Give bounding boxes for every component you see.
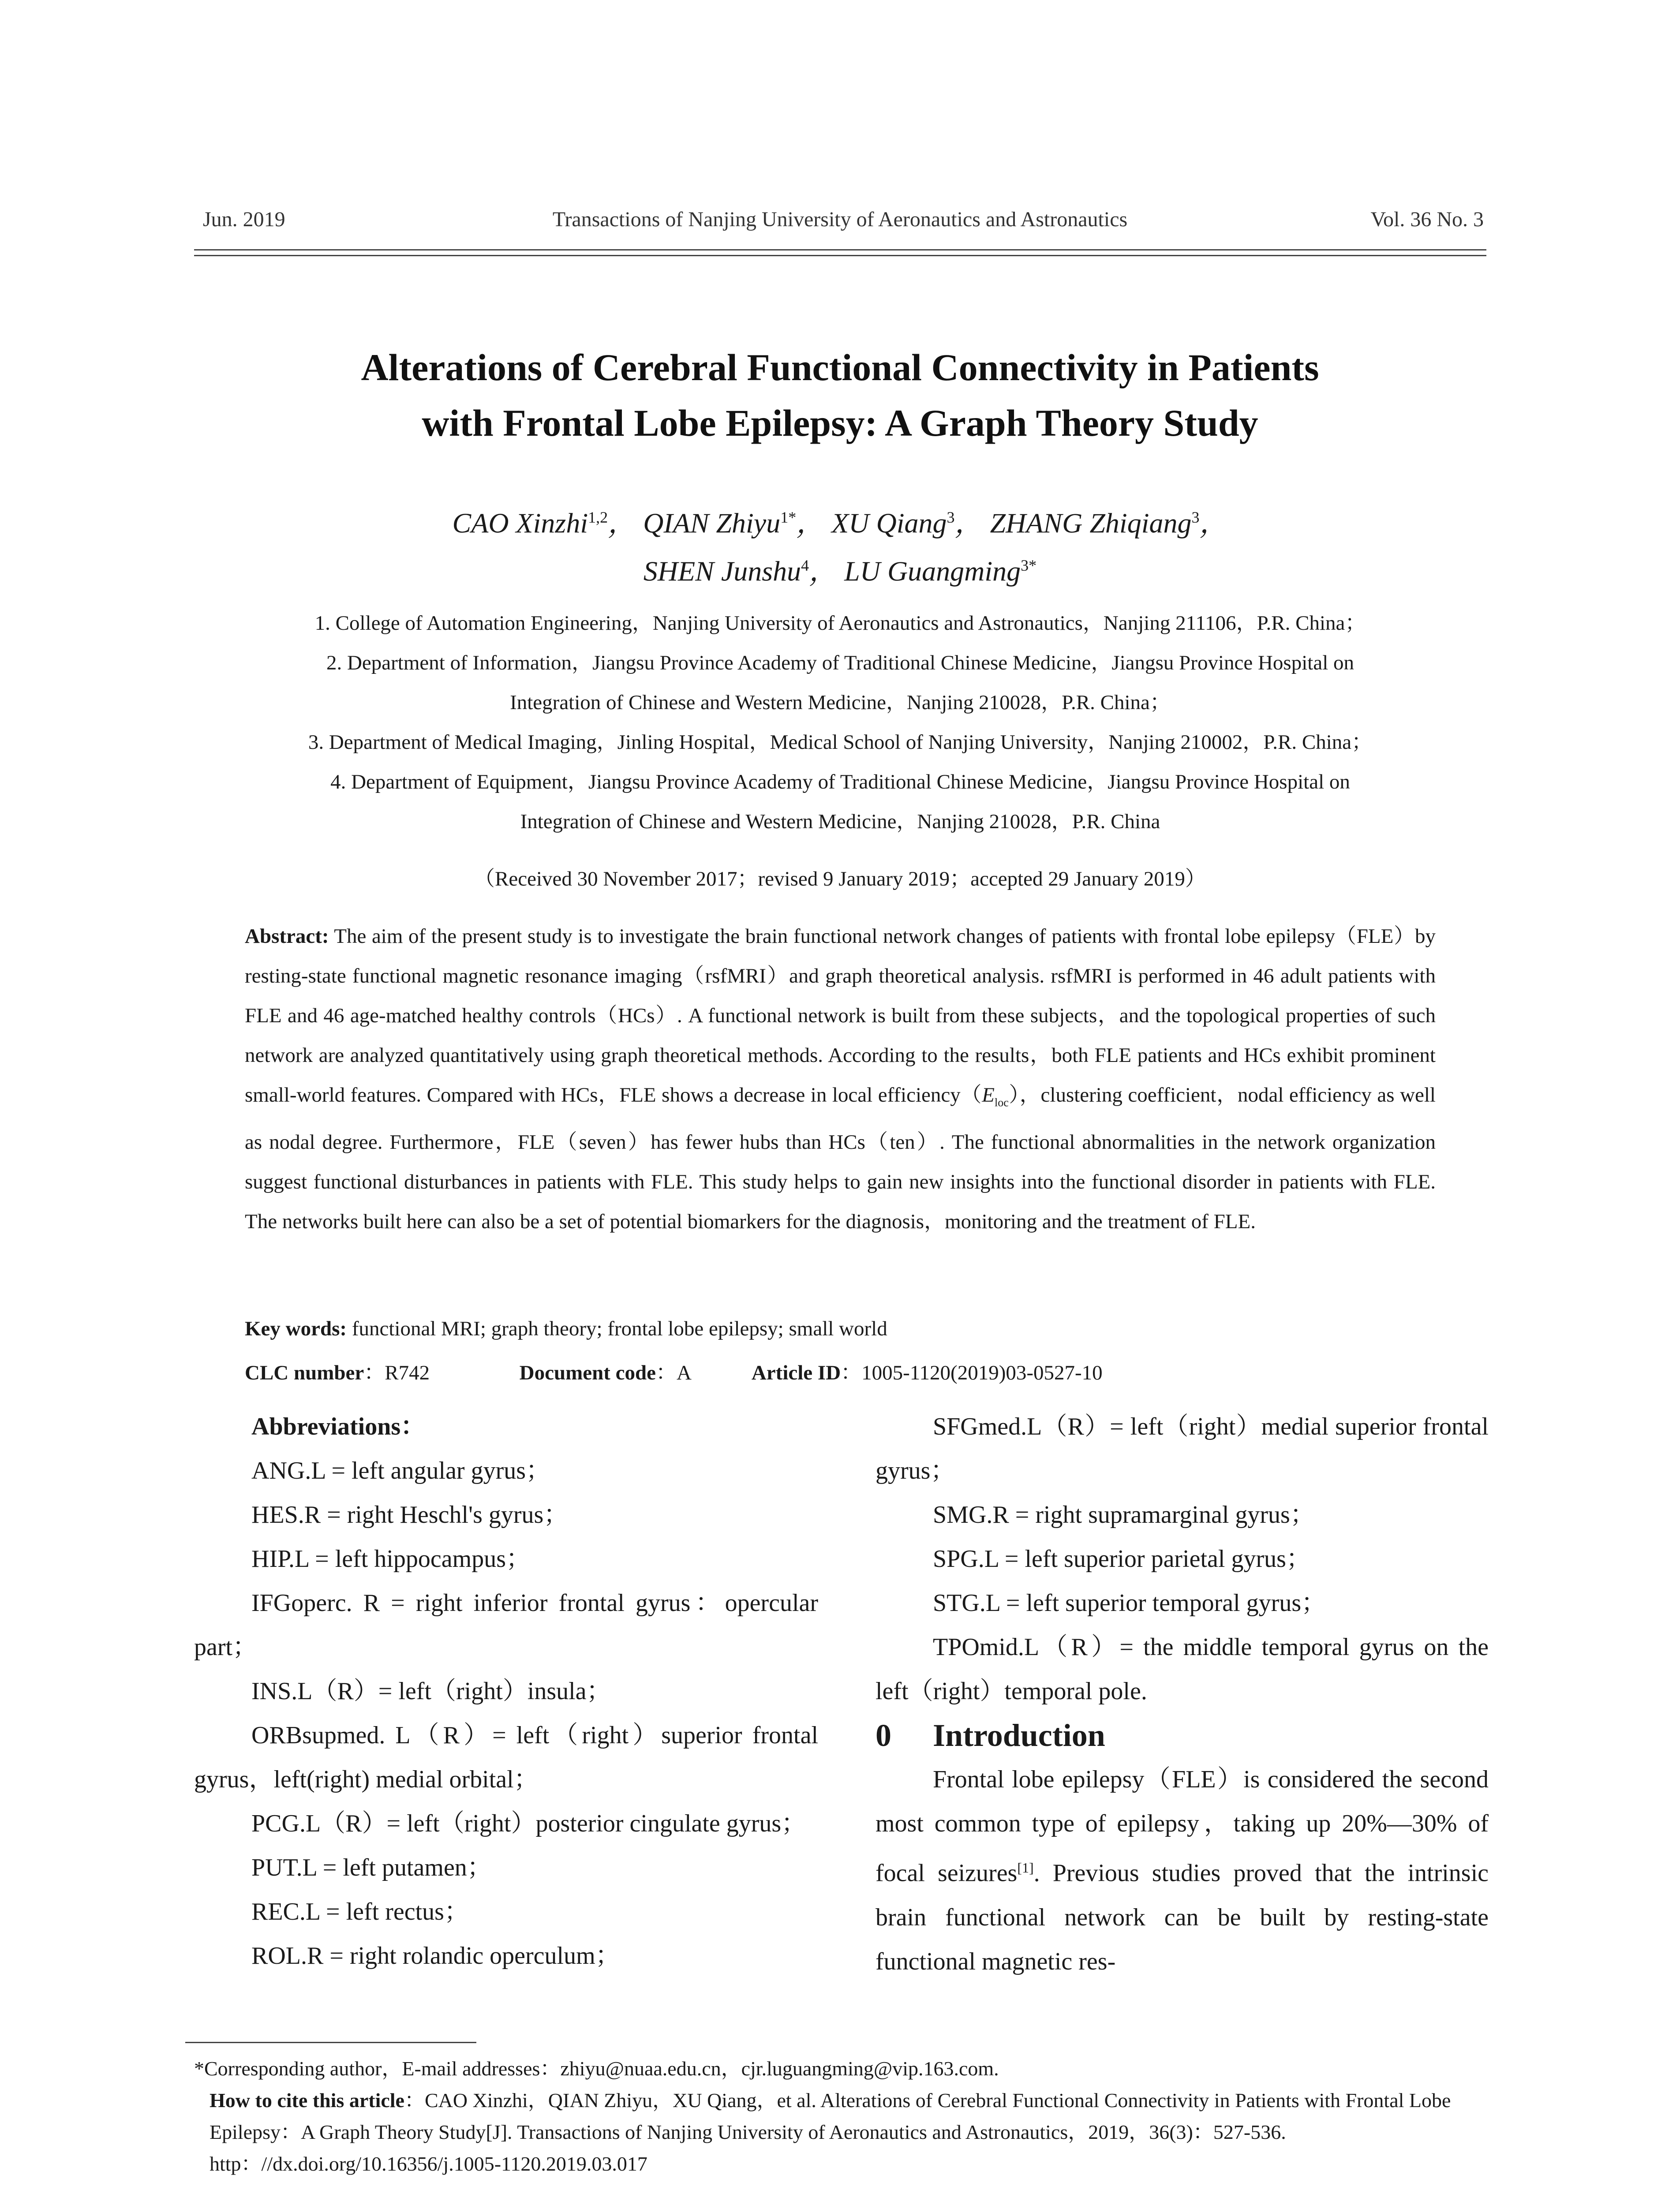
article-id-label: Article ID (751, 1361, 841, 1384)
article-id-value: ：1005-1120(2019)03-0527-10 (841, 1361, 1103, 1384)
affiliation-line: 3. Department of Medical Imaging，Jinling Hospital，Medical School of Nanjing University，Nanjing 210002，P.R. China； (308, 731, 1373, 754)
author-affil-sup: 3 (1191, 508, 1200, 526)
abstract-text-2: ），clustering coefficient，nodal efficiency as well as nodal degree. Furthermore，FLE（seven）has fewer hubs than HCs（ten）. The functional abnormalities in the network organization suggest functional disturbances in patients with FLE. This study helps to gain new insights into the functional disorder in patients with FLE. The networks built here can also be a set of potential biomarkers for the diagnosis，monitoring and the treatment of FLE. (245, 1084, 1436, 1233)
eloc-subscript: loc (994, 1096, 1009, 1109)
citation-label: How to cite this article (210, 2089, 404, 2112)
author-line-2 (0, 544, 1680, 592)
header-date: Jun. 2019 (203, 208, 285, 231)
header-rule-top (194, 249, 1486, 250)
right-column (876, 1405, 1489, 1984)
author-affil-sup: 3* (1021, 557, 1037, 575)
document-code-value: ：A (656, 1361, 691, 1384)
received-dates: （Received 30 November 2017；revised 9 January 2019；accepted 29 January 2019） (474, 867, 1206, 890)
affiliations (185, 603, 1495, 841)
abbreviation-item: PUT.L = left putamen； (251, 1854, 492, 1881)
abbreviation-item: SMG.R = right supramarginal gyrus； (933, 1501, 1315, 1529)
abbreviation-item: ROL.R = right rolandic operculum； (251, 1942, 620, 1970)
abstract (245, 916, 1436, 1241)
document-code-label: Document code (519, 1361, 656, 1384)
author-line-1 (0, 496, 1680, 544)
header-journal: Transactions of Nanjing University of Aeronautics and Astronautics (552, 208, 1128, 231)
keywords (245, 1309, 1436, 1349)
clc-label: CLC number (245, 1361, 364, 1384)
abbreviations-title: Abbreviations： (251, 1413, 426, 1440)
header-rule-bottom (194, 255, 1486, 256)
abbreviation-item: HES.R = right Heschl's gyrus； (251, 1501, 569, 1529)
footnote (194, 2053, 1491, 2180)
citation-note (194, 2085, 1491, 2148)
eloc-symbol: E (982, 1084, 995, 1106)
author-name: CAO Xinzhi (452, 507, 588, 539)
intro-text-2: . Previous studies proved that the intrinsic brain functional network can be built by resting-state functional magnetic res- (876, 1859, 1489, 1975)
doi-link[interactable]: http：//dx.doi.org/10.16356/j.1005-1120.2019.03.017 (210, 2153, 647, 2175)
abbreviation-item: SPG.L = left superior parietal gyrus； (933, 1545, 1311, 1573)
keywords-label: Key words: (245, 1317, 347, 1340)
abbreviation-item: HIP.L = left hippocampus； (251, 1545, 531, 1573)
affiliation-line: 2. Department of Information，Jiangsu Province Academy of Traditional Chinese Medicine，Jiangsu Province Hospital on (326, 651, 1354, 674)
affiliation-line: Integration of Chinese and Western Medicine，Nanjing 210028，P.R. China； (510, 691, 1171, 714)
affiliation-line: Integration of Chinese and Western Medicine，Nanjing 210028，P.R. China (520, 810, 1160, 833)
author-affil-sup: 4 (801, 557, 809, 575)
citation-text: ：CAO Xinzhi，QIAN Zhiyu，XU Qiang，et al. Alterations of Cerebral Functional Connectivity in Patients with Frontal Lobe Epilepsy：A Graph Theory Study[J]. Transactions of Nanjing University of Aeronautics and Astronautics，2019，36(3)：527-536. (210, 2089, 1451, 2143)
author-separator: ， (954, 507, 983, 539)
affiliation-line: 4. Department of Equipment，Jiangsu Province Academy of Traditional Chinese Medicine，Jiangsu Province Hospital on (330, 770, 1350, 793)
section-heading-introduction (876, 1713, 1489, 1757)
author-affil-sup: 3 (947, 508, 955, 526)
classification-line (245, 1356, 1103, 1386)
abbreviation-item: REC.L = left rectus； (251, 1898, 469, 1925)
paper-title-line-2: with Frontal Lobe Epilepsy: A Graph Theory Study (422, 402, 1258, 444)
abbreviation-item: PCG.L（R）= left（right）posterior cingulate gyrus； (251, 1810, 806, 1837)
affiliation-line: 1. College of Automation Engineering，Nanjing University of Aeronautics and Astronautics，Nanjing 211106，P.R. China； (314, 612, 1366, 635)
abbreviation-item: TPOmid.L（R）= the middle temporal gyrus on the left（right）temporal pole. (876, 1633, 1489, 1705)
author-list (0, 496, 1680, 593)
author-name: LU Guangming (844, 555, 1021, 587)
author-affil-sup: 1* (780, 508, 797, 526)
abbreviation-item: SFGmed.L（R）= left（right）medial superior frontal gyrus； (876, 1413, 1489, 1484)
section-number: 0 (876, 1718, 891, 1753)
abbreviation-item: STG.L = left superior temporal gyrus； (933, 1589, 1326, 1617)
footnote-rule (185, 2042, 476, 2043)
abbreviation-item: INS.L（R）= left（right）insula； (251, 1678, 611, 1705)
paper-title (0, 340, 1680, 451)
author-name: QIAN Zhiyu (643, 507, 781, 539)
author-name: SHEN Junshu (643, 555, 801, 587)
author-separator: ， (796, 507, 825, 539)
clc-value: ：R742 (364, 1361, 430, 1384)
author-separator: ， (608, 507, 636, 539)
author-separator: ， (809, 555, 838, 587)
abbreviation-item: ANG.L = left angular gyrus； (251, 1457, 551, 1484)
paper-title-line-1: Alterations of Cerebral Functional Connectivity in Patients (361, 346, 1319, 389)
intro-paragraph (876, 1757, 1489, 1984)
author-name: ZHANG Zhiqiang (990, 507, 1192, 539)
author-separator: ， (1199, 507, 1228, 539)
abstract-text-1: The aim of the present study is to investigate the brain functional network changes of patients with frontal lobe epilepsy（FLE）by resting-state functional magnetic resonance imaging（rsfMRI）and graph theoretical analysis. rsfMRI is performed in 46 adult patients with FLE and 46 age-matched healthy controls（HCs）. A functional network is built from these subjects，and the topological properties of such network are analyzed quantitatively using graph theoretical methods. According to the results，both FLE patients and HCs exhibit prominent small-world features. Compared with HCs，FLE shows a decrease in local efficiency（ (245, 925, 1436, 1106)
author-name: XU Qiang (831, 507, 947, 539)
keywords-text: functional MRI; graph theory; frontal lobe epilepsy; small world (347, 1317, 887, 1340)
author-affil-sup: 1,2 (588, 508, 608, 526)
abbreviation-item: IFGoperc. R = right inferior frontal gyrus：opercular part； (194, 1589, 818, 1661)
abstract-label: Abstract: (245, 925, 329, 948)
intro-text-1: Frontal lobe epilepsy（FLE）is considered the second most common type of epilepsy，taking up 20%—30% of focal seizures (876, 1766, 1489, 1887)
section-title: Introduction (933, 1718, 1105, 1753)
citation-ref: [1] (1017, 1860, 1034, 1876)
header-volume: Vol. 36 No. 3 (1370, 208, 1484, 231)
left-column (194, 1405, 818, 1978)
abbreviation-item: ORBsupmed. L（R）= left（right）superior frontal gyrus，left(right) medial orbital； (194, 1722, 818, 1793)
corresponding-author: *Corresponding author，E-mail addresses：zhiyu@nuaa.edu.cn，cjr.luguangming@vip.163.com. (194, 2057, 999, 2080)
